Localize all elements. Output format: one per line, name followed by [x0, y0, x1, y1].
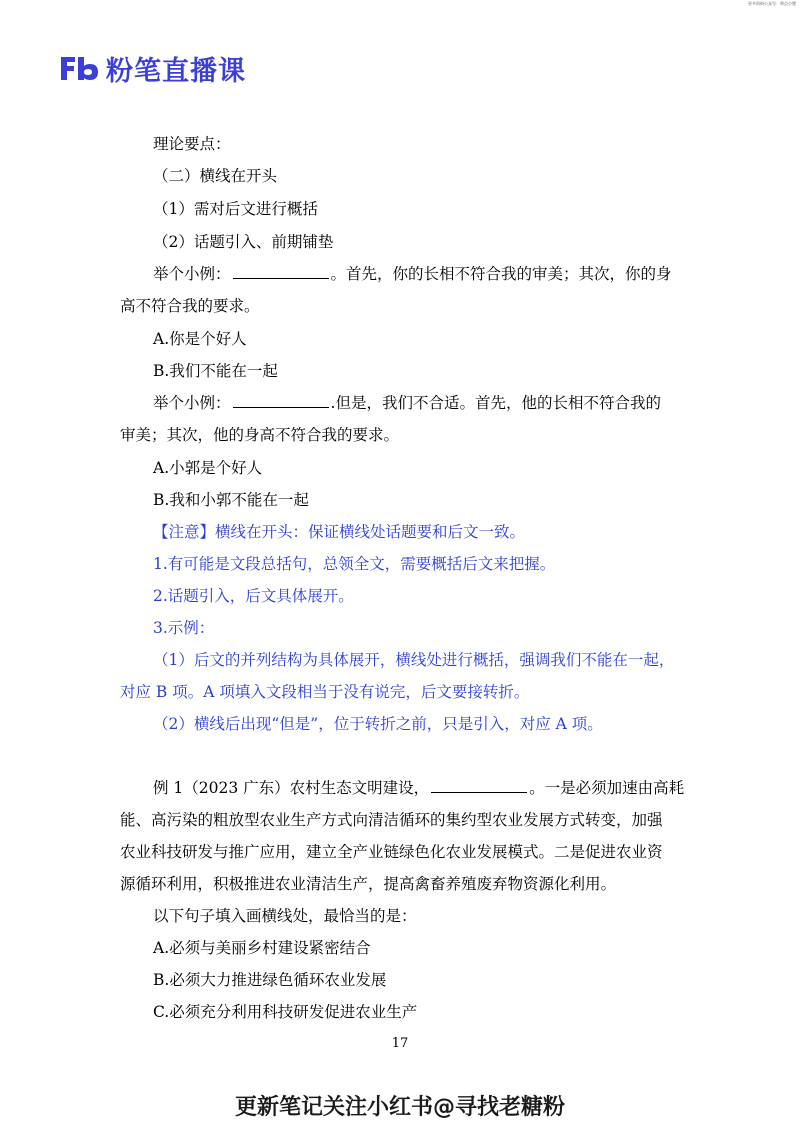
- question-line-3: 农业科技研发与推广应用，建立全产业链绿色化农业发展模式。二是促进农业资: [120, 843, 663, 861]
- example-1-option-a: A.你是个好人: [153, 330, 247, 348]
- example-2-option-b: B.我和小郭不能在一起: [153, 491, 309, 509]
- question-stem: 例 1（2023 广东）农村生态文明建设， 。一是必须加速由高耗: [153, 779, 685, 797]
- note-item-3-1: （1）后文的并列结构为具体展开，横线处进行概括，强调我们不能在一起，: [153, 651, 675, 669]
- brand-name: 粉笔直播课: [106, 55, 246, 87]
- example-2-option-a: A.小郭是个好人: [153, 459, 263, 477]
- fill-blank: [431, 778, 527, 793]
- question-prompt: 以下句子填入画横线处，最恰当的是：: [153, 907, 417, 925]
- option-b: B.必须大力推进绿色循环农业发展: [153, 971, 387, 989]
- question-line-2: 能、高污染的粗放型农业生产方式向清洁循环的集约型农业发展方式转变，加强: [120, 811, 663, 829]
- example-1-option-b: B.我们不能在一起: [153, 362, 278, 380]
- note-item-1: 1.有可能是文段总括句，总领全文，需要概括后文来把握。: [153, 555, 556, 573]
- corner-note: 更多资料公众号：带点小猪: [748, 1, 796, 6]
- question-line-4: 源循环利用，积极推进农业清洁生产，提高禽畜养殖废弃物资源化利用。: [120, 875, 617, 893]
- example-2: 举个小例： .但是，我们不合适。首先，他的长相不符合我的: [153, 394, 661, 412]
- example-1-cont: 高不符合我的要求。: [120, 297, 260, 315]
- point-2: （2）话题引入、前期铺垫: [153, 233, 334, 251]
- option-a: A.必须与美丽乡村建设紧密结合: [153, 939, 371, 957]
- note-item-3-2: （2）横线后出现“但是”，位于转折之前，只是引入，对应 A 项。: [153, 715, 603, 733]
- section-heading: （二）横线在开头: [153, 167, 278, 185]
- note-title: 【注意】横线在开头：保证横线处话题要和后文一致。: [153, 523, 526, 541]
- note-item-3-1-cont: 对应 B 项。A 项填入文段相当于没有说完，后文要接转折。: [120, 683, 530, 701]
- page-number: 17: [391, 1036, 409, 1051]
- footer-watermark: 更新笔记关注小红书@寻找老糖粉: [234, 1095, 565, 1120]
- example-2-cont: 审美；其次，他的身高不符合我的要求。: [120, 426, 400, 444]
- note-item-3: 3.示例：: [153, 619, 215, 637]
- note-item-2: 2.话题引入，后文具体展开。: [153, 587, 354, 605]
- theory-heading: 理论要点：: [153, 135, 231, 153]
- point-1: （1）需对后文进行概括: [153, 200, 318, 218]
- fill-blank: [233, 393, 329, 408]
- option-c: C.必须充分利用科技研发促进农业生产: [153, 1003, 418, 1021]
- fill-blank: [233, 264, 329, 279]
- example-1: 举个小例： 。首先，你的长相不符合我的审美；其次，你的身: [153, 265, 672, 283]
